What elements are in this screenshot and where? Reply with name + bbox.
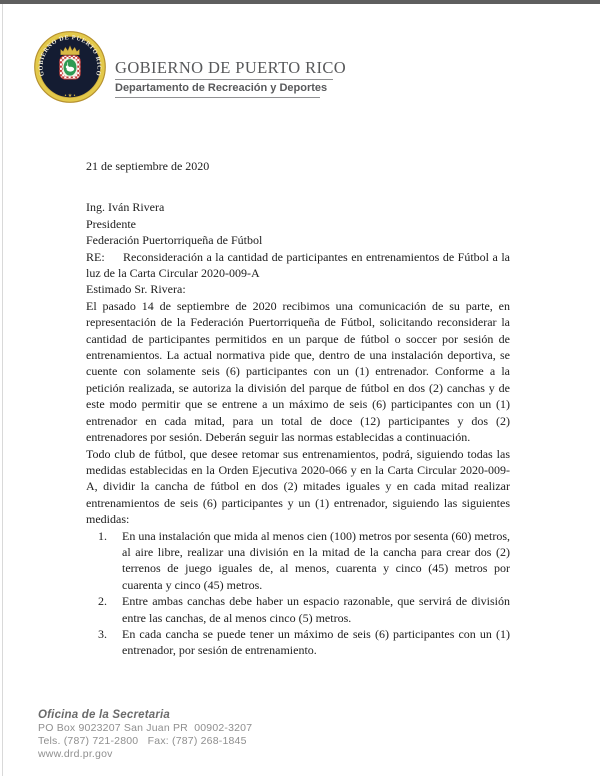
puerto-rico-government-seal-icon [34,31,106,103]
letterhead-divider-top [115,79,333,80]
list-item-number: 1. [98,528,107,543]
list-item [86,626,510,659]
recipient-title: Presidente [86,216,136,231]
list-item-number: 2. [98,594,107,609]
letterhead [115,58,346,98]
footer-phones: Tels. (787) 721-2800 Fax: (787) 268-1845 [38,735,247,747]
recipient-name: Ing. Iván Rivera [86,200,165,215]
letter-date: 21 de septiembre de 2020 [86,159,210,173]
footer-website: www.drd.pr.gov [38,748,113,760]
list-item-number: 3. [98,626,107,641]
list-item [86,593,510,626]
footer-address: PO Box 9023207 San Juan PR 00902-3207 [38,722,253,734]
measures-list [86,528,510,659]
page-top-edge [0,0,600,4]
paragraph-2: Todo club de fútbol, que desee retomar sus entrenamientos, podrá, siguiendo todas las medidas establecidas en la Orden Ejecutiva 2020-066 y en la Carta Circular 2020-009-A, dividir la cancha de fútbol en dos (2) mitades iguales y en cada mitad realizar entrenamientos de seis (6) participantes y un (1) entrenador, siguiendo las siguientes medidas: [86,446,510,527]
subject-text: Reconsideración a la cantidad de participantes en entrenamientos de Fútbol a la luz de la Carta Circular 2020-009-A [86,249,510,281]
footer [38,708,252,761]
recipient-organization: Federación Puertorriqueña de Fútbol [86,233,263,248]
subject-label: RE: [86,249,105,264]
list-item [86,528,510,594]
salutation: Estimado Sr. Rivera: [86,282,186,297]
page-left-edge [2,4,3,776]
svg-text:• ★ •: • ★ • [64,93,76,100]
list-item-text: En cada cancha se puede tener un máximo de seis (6) participantes con un (1) entrenador, por sesión de entrenamiento. [122,626,510,658]
footer-office-name: Oficina de la Secretaria [38,709,171,721]
list-item-text: Entre ambas canchas debe haber un espacio razonable, que servirá de división entre las canchas, de al menos cinco (5) metros. [122,594,510,625]
letterhead-divider-bottom [115,97,320,98]
subject-line [86,249,510,282]
paragraph-1: El pasado 14 de septiembre de 2020 recibimos una comunicación de su parte, en representación de la Federación Puertorriqueña de Fútbol, solicitando reconsiderar la cantidad de participantes permitidos en un parque de fútbol o soccer por sesión de entrenamientos. La actual normativa pide que, dentro de una instalación deportiva, se cuente con solamente seis (6) participantes con un (1) entrenador. Conforme a la petición realizada, se autoriza la división del parque de fútbol en dos (2) canchas y de este modo permitir que se entrene a un máximo de seis (6) participantes con un (1) entrenador en cada mitad, para un total de doce (12) participantes y dos (2) entrenadores por sesión. Deberán seguir las normas establecidas a continuación. [86,298,510,445]
addressee-block [86,199,510,248]
letter-body [86,158,510,659]
department-name: Departamento de Recreación y Deportes [115,82,328,94]
svg-text:GOBIERNO DE PUERTO RICO: GOBIERNO DE PUERTO RICO [37,34,103,77]
government-name: GOBIERNO DE PUERTO RICO [115,58,347,77]
list-item-text: En una instalación que mida al menos cien (100) metros por sesenta (60) metros, al aire libre, realizar una división en la mitad de la cancha para crear dos (2) terrenos de juego iguales de, al menos, cuarenta y cinco (45) metros por cuarenta y cinco (45) metros. [122,528,510,592]
